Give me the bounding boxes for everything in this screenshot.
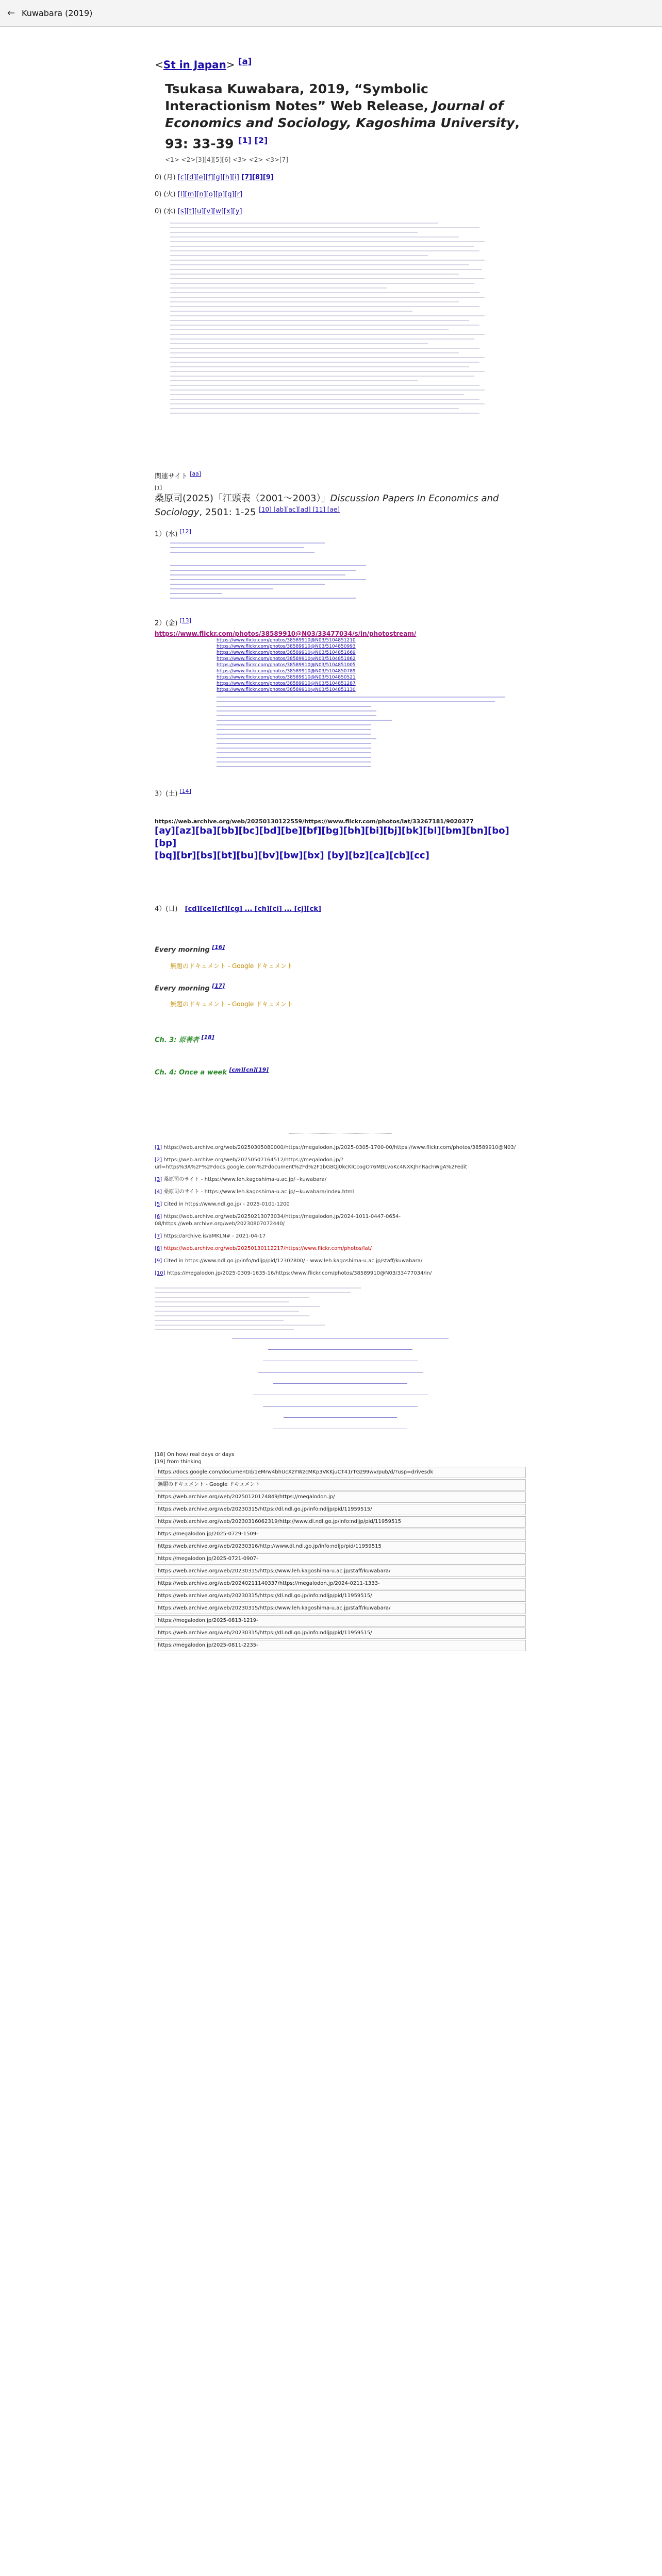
flickr-link[interactable]: https://www.flickr.com/photos/38589910@N03/5104851005 <box>217 662 356 668</box>
flickr-link-list <box>217 637 526 693</box>
link-box[interactable]: https://web.archive.org/web/20230315/https://www.leh.kagoshima-u.ac.jp/staff/kuwabara/ <box>155 1603 526 1614</box>
related-sites <box>155 470 526 480</box>
footnote-text: Cited in https://www.ndl.go.jp/info/ndljp/pid/12302800/ - www.leh.kagoshima-u.ac.jp/staff/kuwabara/ <box>163 1258 423 1264</box>
morning-doc-link[interactable]: 無題のドキュメント - Google ドキュメント <box>170 962 293 970</box>
footnote-num[interactable]: [3] <box>155 1176 162 1182</box>
footnote <box>155 1157 526 1171</box>
section-4 <box>155 903 526 913</box>
title-line-1: Tsukasa Kuwabara, 2019, “Symbolic <box>165 81 428 96</box>
morning-ref[interactable]: [16] <box>212 944 225 951</box>
title-refs[interactable]: [1] [2] <box>238 135 268 145</box>
section-4-label: 4）(日) <box>155 905 178 913</box>
footnote <box>155 1258 526 1265</box>
breadcrumb <box>155 57 526 71</box>
section-2 <box>155 617 526 627</box>
chapter-ref[interactable]: [18] <box>201 1033 214 1041</box>
link-box[interactable]: https://web.archive.org/web/20230315/https://dl.ndl.go.jp/info:ndljp/pid/11959515/ <box>155 1590 526 1602</box>
flickr-main <box>155 630 526 637</box>
footnote-num[interactable]: [9] <box>155 1258 162 1264</box>
chapter-item <box>155 1034 526 1044</box>
link-box[interactable]: https://megalodon.jp/2025-0813-1219- <box>155 1615 526 1626</box>
link-box[interactable]: https://megalodon.jp/2025-0729-1509- <box>155 1529 526 1540</box>
flickr-link[interactable]: https://www.flickr.com/photos/38589910@N03/5104850993 <box>217 643 356 649</box>
section-3-label: 3）(土) <box>155 790 178 798</box>
day-row-refs[interactable]: [7][8][9] <box>241 173 274 181</box>
section-3-ref[interactable]: [14] <box>179 787 191 794</box>
footnote <box>155 1233 526 1240</box>
day-row <box>155 172 526 181</box>
footnote <box>155 1201 526 1208</box>
faint-text-block <box>170 223 526 414</box>
flickr-link[interactable]: https://www.flickr.com/photos/38589910@N03/5104851669 <box>217 650 356 655</box>
flickr-extra-lines <box>217 697 526 767</box>
window-titlebar <box>0 0 662 27</box>
footnote-num[interactable]: [2] <box>155 1157 162 1163</box>
section-1-ref[interactable]: [12] <box>179 528 191 535</box>
article-meta: <1> <2>[3][4][5][6] <3> <2> <3>[7] <box>165 156 288 163</box>
flickr-main-link[interactable]: https://www.flickr.com/photos/38589910@N03/33477034/s/in/photostream/ <box>155 630 417 637</box>
link-box[interactable]: https://web.archive.org/web/20240211140337/https://megalodon.jp/2024-0211-1333- <box>155 1578 526 1589</box>
footnote-text: https://web.archive.org/web/20250130112217/https://www.flickr.com/photos/lat/ <box>163 1245 372 1251</box>
footnote-num[interactable]: [8] <box>155 1245 162 1251</box>
section-1-link-block <box>170 543 526 599</box>
morning-doc-link[interactable]: 無題のドキュメント - Google ドキュメント <box>170 1000 293 1008</box>
breadcrumb-ref[interactable]: [a] <box>238 57 252 66</box>
footnote <box>155 1213 526 1228</box>
day-row <box>155 189 526 198</box>
chapter-title: Ch. 4: Once a week <box>155 1069 227 1077</box>
section-2-label: 2）(金) <box>155 619 178 627</box>
footnote-num[interactable]: [7] <box>155 1233 162 1239</box>
journal-issue: , 93: 33-39 <box>165 115 520 151</box>
footnote <box>155 1176 526 1183</box>
footnote-num[interactable]: [4] <box>155 1189 162 1195</box>
breadcrumb-close: > <box>226 58 235 71</box>
footnote-text: https://web.archive.org/web/20250507164512/https://megalodon.jp/?url=https%3A%2F%2Fdocs.google.com%2Fdocument%2Fd%2F1bG8Qj0kcKICcogO76MBLvoKc4NXKJhnRachWgA%2Fedit <box>155 1157 467 1170</box>
footnote-num[interactable]: [6] <box>155 1213 162 1219</box>
footnote <box>155 1245 526 1252</box>
flickr-link[interactable]: https://www.flickr.com/photos/38589910@N03/5104851130 <box>217 687 356 692</box>
day-row <box>155 206 526 215</box>
related-ref[interactable]: [aa] <box>190 470 201 477</box>
section-4-codes[interactable]: [cd][ce][cf][cg] ... [ch][ci] ... [cj][ck] <box>185 905 321 913</box>
title-line-2: Interactionism Notes” Web Release, <box>165 98 428 113</box>
morning-ref[interactable]: [17] <box>212 982 225 989</box>
archive-codes[interactable]: [ay][az][ba][bb][bc][bd][be][bf][bg][bh][bi][bj][bk][bl][bm][bn][bo][bp] <box>155 825 509 849</box>
footnote-text: https://archive.is/aMKLN# - 2021-04-17 <box>163 1233 266 1239</box>
link-box[interactable]: https://web.archive.org/web/20230315/https://dl.ndl.go.jp/info:ndljp/pid/11959515/ <box>155 1628 526 1639</box>
section-1 <box>155 528 526 538</box>
reference-entry <box>155 485 526 518</box>
reference-series: Discussion Papers In Economics and Sociology <box>155 493 499 518</box>
footnote-num[interactable]: [5] <box>155 1201 162 1207</box>
footnote-separator <box>289 1133 392 1134</box>
related-label: 関連サイト <box>155 472 188 481</box>
day-row-link[interactable]: [s][t][u][v][w][x][y] <box>177 207 242 215</box>
breadcrumb-open: < <box>155 58 163 71</box>
footnote-num[interactable]: [1] <box>155 1144 162 1150</box>
footnote <box>155 1189 526 1196</box>
reference-number: [1] <box>155 485 162 492</box>
day-row-label: 0) (火) <box>155 190 176 198</box>
centered-link-lines <box>155 1334 526 1436</box>
reference-author: 桑原司(2025)「江頭表（2001〜2003）」 <box>155 493 330 504</box>
link-box[interactable]: https://web.archive.org/web/20230316/http://www.dl.ndl.go.jp/info:ndljp/pid/11959515 <box>155 1541 526 1552</box>
morning-item <box>155 982 526 992</box>
footnote-text: https://web.archive.org/web/20250305080000/https://megalodon.jp/2025-0305-1700-00/https://www.flickr.com/photos/38589910@N03/ <box>163 1144 516 1150</box>
reference-issue: , 2501: 1-25 <box>199 507 256 518</box>
link-box[interactable]: https://web.archive.org/web/20230315/https://dl.ndl.go.jp/info:ndljp/pid/11959515/ <box>155 1504 526 1515</box>
day-row-label: 0) (水) <box>155 207 176 215</box>
flickr-link[interactable]: https://www.flickr.com/photos/38589910@N03/5104851287 <box>217 681 356 686</box>
article-title <box>165 80 526 152</box>
section-3 <box>155 788 526 798</box>
window-title: Kuwabara (2019) <box>22 8 93 18</box>
reference-refs[interactable]: [10] [ab][ac][ad] [11] [ae] <box>259 506 340 514</box>
chapter-item <box>155 1066 526 1076</box>
section-2-ref[interactable]: [13] <box>179 617 191 624</box>
archive-codes-2[interactable]: [bq][br][bs][bt][bu][bv][bw][bx] [by][bz][ca][cb][cc] <box>155 850 429 861</box>
link-box[interactable]: https://web.archive.org/web/20250120174849/https://megalodon.jp/ <box>155 1492 526 1503</box>
footnote-lines <box>155 1287 526 1330</box>
link-box[interactable]: https://docs.google.com/document/d/1eMrw4bhUcXzYWzcMKp3VKKjuCT41rTGz99wv/pub/d/?usp=drivesdk <box>155 1467 526 1478</box>
morning-title: Every morning <box>155 946 210 954</box>
morning-title: Every morning <box>155 984 210 992</box>
footnote-tail-head: [18] On how/ real days or days <box>155 1451 235 1458</box>
footnote <box>155 1144 526 1151</box>
day-rows <box>155 172 526 215</box>
footnote <box>155 1270 526 1277</box>
footnote-num[interactable]: [10] <box>155 1270 166 1276</box>
document-body <box>155 57 526 1652</box>
link-box[interactable]: 無題のドキュメント - Google ドキュメント <box>155 1479 526 1490</box>
archive-url: https://web.archive.org/web/20250130122559/https://www.flickr.com/photos/lat/33267181/9020377 <box>155 818 474 825</box>
chapter-title: Ch. 3: 原著者 <box>155 1036 200 1044</box>
footnote-tail <box>155 1451 526 1651</box>
morning-item <box>155 944 526 954</box>
journal-name: Journal of Economics and Sociology, Kagoshima University <box>165 98 515 130</box>
breadcrumb-link[interactable]: St in Japan <box>163 58 226 71</box>
flickr-link[interactable]: https://www.flickr.com/photos/38589910@N03/5104851210 <box>217 637 356 643</box>
footnote-text: Cited in https://www.ndl.go.jp/ - 2025-0101-1200 <box>163 1201 290 1207</box>
footnote-tail-sub: [19] from thinking <box>155 1459 202 1465</box>
link-box[interactable]: https://web.archive.org/web/20230316062319/http://www.dl.ndl.go.jp/info:ndljp/pid/11959515 <box>155 1516 526 1528</box>
footnote-text: https://megalodon.jp/2025-0309-1635-16/https://www.flickr.com/photos/38589910@N03/33477034/in/ <box>167 1270 432 1276</box>
link-box[interactable]: https://megalodon.jp/2025-0721-0907- <box>155 1553 526 1565</box>
day-row-link[interactable]: [l][m][n][o][p][q][r] <box>177 190 243 198</box>
flickr-link[interactable]: https://www.flickr.com/photos/38589910@N03/5104850521 <box>217 674 356 680</box>
footnote-text: https://web.archive.org/web/20250213073034/https://megalodon.jp/2024-1011-0447-0654-08/https://web.archive.org/web/20230807072440/ <box>155 1213 401 1227</box>
flickr-link[interactable]: https://www.flickr.com/photos/38589910@N03/5104850789 <box>217 668 356 674</box>
footnote-text: 桑原司のサイト - https://www.leh.kagoshima-u.ac.jp/~kuwabara/ <box>163 1176 327 1182</box>
day-row-label: 0) (月) <box>155 173 176 181</box>
section-1-label: 1）(水) <box>155 530 178 538</box>
flickr-link[interactable]: https://www.flickr.com/photos/38589910@N03/5104851862 <box>217 656 356 662</box>
footnotes <box>155 1133 526 1651</box>
day-row-link[interactable]: [c][d][e][f][g][h][i] <box>177 173 239 181</box>
footnote-text: 桑原司のサイト - https://www.leh.kagoshima-u.ac.jp/~kuwabara/index.html <box>163 1189 354 1195</box>
back-arrow-icon[interactable]: ← <box>7 8 15 19</box>
archive-block <box>155 818 526 862</box>
link-box[interactable]: https://web.archive.org/web/20230315/https://www.leh.kagoshima-u.ac.jp/staff/kuwabara/ <box>155 1566 526 1577</box>
chapter-ref[interactable]: [cm][cn][19] <box>229 1066 269 1074</box>
link-box[interactable]: https://megalodon.jp/2025-0811-2235- <box>155 1640 526 1651</box>
